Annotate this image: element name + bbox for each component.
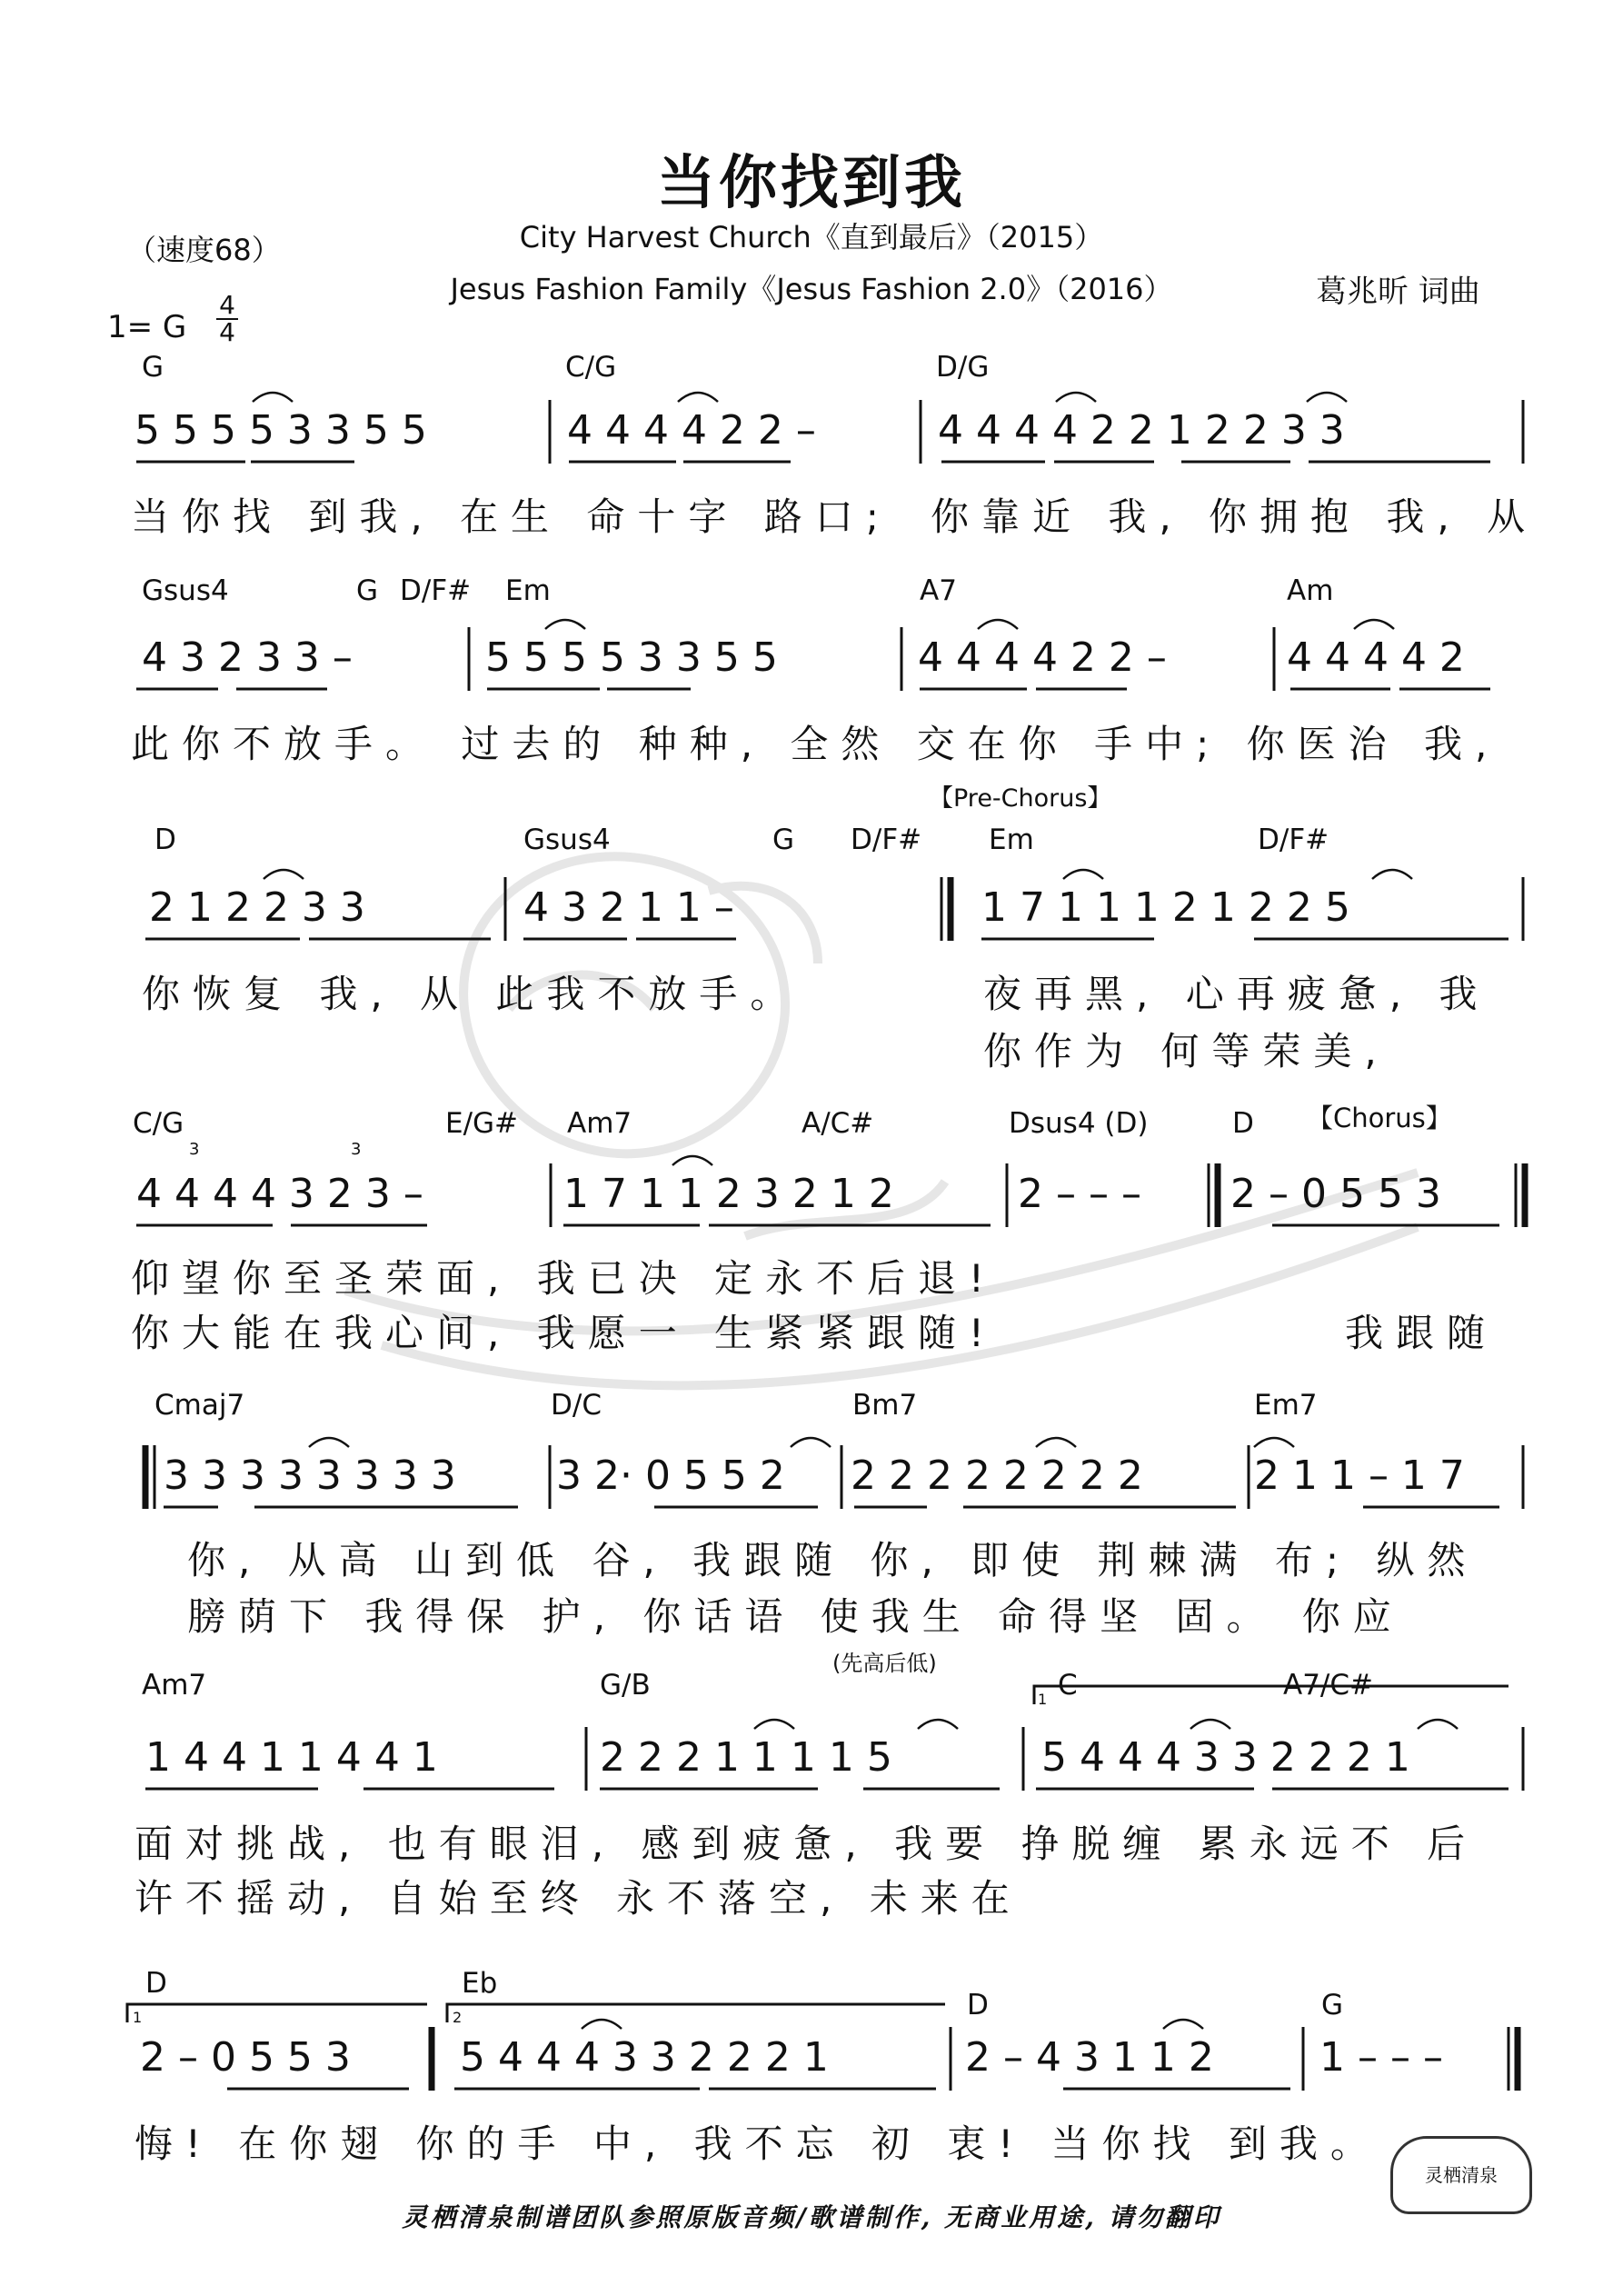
lyrics-line: 此你不放手。 过去的 种种, 全然 交在你 手中; 你医治 我, xyxy=(131,722,1500,766)
triplet-mark: 3 xyxy=(351,1140,362,1159)
chord: G xyxy=(1321,1989,1344,2021)
chord: G xyxy=(356,574,379,607)
lyrics-line: 当你找 到我, 在生 命十字 路口; xyxy=(131,494,891,539)
source-line-2: Jesus Fashion Family《Jesus Fashion 2.0》（2016） xyxy=(450,272,1173,306)
chord: Cmaj7 xyxy=(154,1389,245,1422)
notes: 3 2· 0 5 5 2 xyxy=(556,1452,785,1499)
lyrics-line: 我跟随 xyxy=(1345,1311,1499,1355)
notes: 3 3 3 3 3 3 3 3 xyxy=(164,1452,456,1499)
notes: 2 2 2 2 2 2 2 2 xyxy=(851,1452,1143,1499)
notes: 2 – – – xyxy=(1018,1171,1141,1217)
chord: C/G xyxy=(133,1107,184,1140)
chord: D xyxy=(1232,1107,1254,1140)
triplet-mark: 3 xyxy=(189,1140,200,1159)
lyrics-line: 悔! 在你翅 你的手 中, 我不忘 初 衷! 当你找 到我。 xyxy=(134,2121,1381,2166)
volta-number: 1 xyxy=(1038,1691,1048,1708)
composer: 葛兆昕 词曲 xyxy=(1316,274,1480,310)
chord: C xyxy=(1058,1669,1078,1702)
tempo: （速度68） xyxy=(127,233,281,267)
volta-number: 2 xyxy=(453,2009,463,2026)
notes: 2 1 1 – 1 7 xyxy=(1254,1452,1465,1499)
chord: Am7 xyxy=(142,1669,207,1702)
chord: Eb xyxy=(462,1967,498,2000)
section-prechorus: 【Pre-Chorus】 xyxy=(929,784,1112,813)
lyrics-line: 你, 从高 山到低 谷, 我跟随 你, 即使 荆棘满 布; 纵然 xyxy=(187,1538,1479,1582)
lyrics-line: 膀荫下 我得保 护, 你话语 使我生 命得坚 固。 你应 xyxy=(187,1594,1404,1639)
chord: D/G xyxy=(936,351,990,384)
notes: 5 5 5 5 3 3 5 5 xyxy=(485,634,778,681)
chord: Bm7 xyxy=(852,1389,918,1422)
notes: 1 4 4 1 1 4 4 1 xyxy=(145,1734,438,1781)
chord: D xyxy=(145,1967,167,2000)
volta-number: 1 xyxy=(133,2009,143,2026)
chord: D xyxy=(154,824,176,856)
team-logo: 灵栖清泉 xyxy=(1390,2136,1532,2214)
notes: 2 1 2 2 3 3 xyxy=(149,884,365,931)
lyrics-line: 面对挑战, 也有眼泪, 感到疲惫, 我要 挣脱缠 累永远不 后 xyxy=(134,1822,1479,1866)
chord: A/C# xyxy=(802,1107,874,1140)
chord: D xyxy=(967,1989,989,2021)
notes: 4 3 2 3 3 – xyxy=(142,634,353,681)
chord: Am xyxy=(1287,574,1334,607)
notes: 4 4 4 4 2 xyxy=(1287,634,1465,681)
chord: G xyxy=(772,824,795,856)
notes: 1 7 1 1 2 3 2 1 2 xyxy=(563,1171,894,1217)
chord: A7/C# xyxy=(1283,1669,1373,1702)
notes: 2 2 2 1 1 1 1 5 xyxy=(600,1734,892,1781)
notes: 5 4 4 4 3 3 2 2 2 1 xyxy=(1041,1734,1410,1781)
lyrics-line: 你作为 何等荣美, xyxy=(983,1029,1389,1073)
chord: Gsus4 xyxy=(142,574,229,607)
lyrics-line: 仰望你至圣荣面, 我已决 定永不后退! xyxy=(131,1256,997,1301)
lyrics-line: 许不摇动, 自始至终 永不落空, 未来在 xyxy=(134,1876,1022,1921)
notes: 4 4 4 4 2 2 1 2 2 3 3 xyxy=(938,407,1345,454)
section-chorus: 【Chorus】 xyxy=(1307,1103,1452,1133)
key-signature: 1= G xyxy=(107,309,187,345)
chord: Em7 xyxy=(1254,1389,1318,1422)
lyrics-line: 你大能在我心间, 我愿一 生紧紧跟随! xyxy=(131,1311,997,1355)
chord: E/G# xyxy=(445,1107,519,1140)
lyrics-line: 你靠近 我, 你拥抱 我, 从 xyxy=(931,494,1538,539)
chord: D/F# xyxy=(851,824,922,856)
notes: 2 – 0 5 5 3 xyxy=(1230,1171,1441,1217)
chord: G xyxy=(142,351,164,384)
source-line-1: City Harvest Church《直到最后》（2015） xyxy=(519,220,1104,255)
footer-note: 灵栖清泉制谱团队参照原版音频/歌谱制作, 无商业用途, 请勿翻印 xyxy=(402,2202,1221,2232)
lyrics-line: 夜再黑, 心再疲惫, 我 xyxy=(983,972,1490,1016)
chord: C/G xyxy=(565,351,617,384)
chord: Gsus4 xyxy=(523,824,611,856)
chord: G/B xyxy=(600,1669,651,1702)
notes: 5 5 5 5 3 3 5 5 xyxy=(134,407,427,454)
notes: 4 3 2 1 1 – xyxy=(523,884,734,931)
chord: Dsus4 (D) xyxy=(1009,1107,1149,1140)
chord: D/F# xyxy=(1258,824,1329,856)
chord: Em xyxy=(505,574,551,607)
notes: 4 4 4 4 2 2 – xyxy=(918,634,1167,681)
chord: Em xyxy=(989,824,1034,856)
time-sig-top: 4 xyxy=(219,290,235,320)
notes: 1 7 1 1 1 2 1 2 2 5 xyxy=(981,884,1350,931)
notes: 2 – 4 3 1 1 2 xyxy=(965,2034,1214,2081)
chord: D/C xyxy=(551,1389,602,1422)
notes: 1 – – – xyxy=(1319,2034,1443,2081)
notes: 4 4 4 4 2 2 – xyxy=(567,407,816,454)
chord: D/F# xyxy=(400,574,472,607)
chord: Am7 xyxy=(567,1107,632,1140)
notes: 5 4 4 4 3 3 2 2 2 1 xyxy=(460,2034,829,2081)
lyrics-line: 你恢复 我, 从 此我不放手。 xyxy=(142,972,802,1016)
annotation: (先高后低) xyxy=(832,1651,937,1676)
notes: 4 4 4 4 3 2 3 – xyxy=(136,1171,423,1217)
time-sig-bottom: 4 xyxy=(219,317,235,347)
song-title: 当你找到我 xyxy=(657,150,966,217)
chord: A7 xyxy=(920,574,957,607)
notes: 2 – 0 5 5 3 xyxy=(140,2034,351,2081)
